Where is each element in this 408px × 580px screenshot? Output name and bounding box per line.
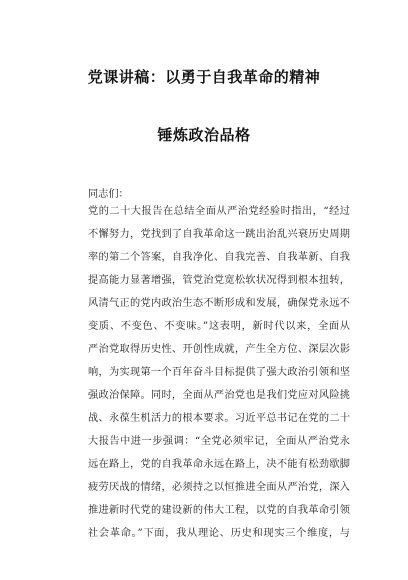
body-line: 大报告中进一步强调：“全党必须牢记，全面从严治党永	[88, 436, 350, 447]
body-line: 党的二十大报告在总结全面从严治党经验时指出，“经过	[88, 206, 350, 217]
salutation: 同志们：	[88, 189, 129, 200]
body-line: 疲劳厌战的情绪，必须持之以恒推进全面从严治党，深入	[88, 482, 350, 493]
document-title-line-2: 锤炼政治品格	[157, 126, 251, 144]
body-line: 强政治保障。同时，全面从严治党也是我们党应对风险挑	[88, 390, 350, 401]
body-line: 率的第二个答案，自我净化、自我完善、自我革新、自我	[88, 252, 350, 263]
body-line: 严治党取得历史性、开创性成就，产生全方位、深层次影	[88, 344, 350, 355]
document-title-line-1: 党课讲稿：以勇于自我革命的精神	[87, 68, 321, 86]
body-line: 社会革命。”下面，我从理论、历史和现实三个维度，与	[88, 528, 350, 539]
body-line: 远在路上，党的自我革命永远在路上，决不能有松劲歇脚	[88, 459, 350, 470]
body-line: 风清气正的党内政治生态不断形成和发展，确保党永远不	[88, 298, 350, 309]
body-line: 响，为实现第一个百年奋斗目标提供了强大政治引领和坚	[88, 367, 350, 378]
body-line: 战、永葆生机活力的根本要求。习近平总书记在党的二十	[88, 413, 350, 424]
body-line: 推进新时代党的建设新的伟大工程，以党的自我革命引领	[88, 505, 350, 516]
body-line: 不懈努力，党找到了自我革命这一跳出治乱兴衰历史周期	[88, 229, 350, 240]
body-line: 变质、不变色、不变味。”这表明，新时代以来，全面从	[88, 321, 350, 332]
body-line: 提高能力显著增强，管党治党宽松软状况得到根本扭转，	[88, 275, 350, 286]
